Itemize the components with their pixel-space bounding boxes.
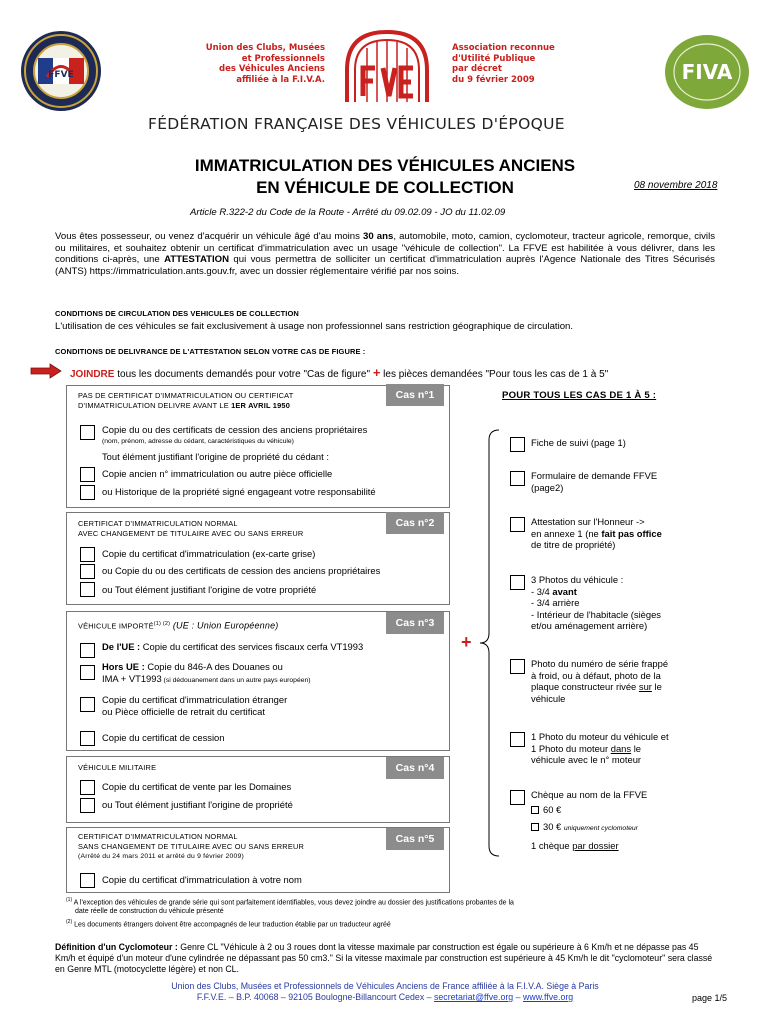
case-2-checkbox-1[interactable] [80, 547, 95, 562]
case-3-checkbox-3[interactable] [80, 697, 95, 712]
formulaire-label: Formulaire de demande FFVE (page2) [531, 470, 658, 493]
article-reference: Article R.322-2 du Code de la Route - Arrêté du 09.02.09 - JO du 11.02.09 [190, 207, 506, 218]
page-title-line2: EN VÉHICULE DE COLLECTION [256, 178, 514, 197]
case-3-item-3: Copie du certificat d'immatriculation étranger ou Pièce officielle de retrait du certificat [102, 694, 288, 717]
cheque-30-label: 30 € uniquement cyclomoteur [543, 821, 638, 832]
case-2-item-1: Copie du certificat d'immatriculation (ex-carte grise) [102, 548, 316, 559]
joindre-line: JOINDRE tous les documents demandés pour votre "Cas de figure" + les pièces demandées "Pour tous les cas de 1 à 5" [70, 365, 609, 380]
footer-email-link[interactable]: secretariat@ffve.org [434, 992, 514, 1002]
case-4-checkbox-1[interactable] [80, 780, 95, 795]
case-3-item-2: Hors UE : Copie du 846-A des Douanes ou IMA + VT1993 (si dédouanement dans un autre pays européen) [102, 661, 311, 684]
footer-line-2: F.F.V.E. – B.P. 40068 – 92105 Boulogne-Billancourt Cedex – secretariat@ffve.org – www.ffve.org [196, 992, 574, 1002]
case-1-checkbox-3[interactable] [80, 485, 95, 500]
case-1-justif: Tout élément justifiant l'origine de propriété du cédant : [102, 451, 329, 462]
header-left-text: Union des Clubs, Musées et Professionnels des Véhicules Anciens affiliée à la F.I.V.A. [205, 43, 325, 85]
case-1-item-2: Copie ancien n° immatriculation ou autre pièce officielle [102, 468, 333, 479]
case-3-checkbox-4[interactable] [80, 731, 95, 746]
cheque-per-dossier: 1 chèque par dossier [531, 840, 619, 851]
fiche-suivi-label: Fiche de suivi (page 1) [531, 437, 626, 448]
ffve-round-logo-text: FFVE [48, 70, 74, 80]
cheque-label: Chèque au nom de la FFVE [531, 789, 648, 800]
fiva-logo [664, 34, 750, 110]
case-2-checkbox-3[interactable] [80, 582, 95, 597]
delivrance-heading: CONDITIONS DE DELIVRANCE DE L'ATTESTATION SELON VOTRE CAS DE FIGURE : [55, 347, 366, 356]
case-3-item-4: Copie du certificat de cession [102, 732, 225, 743]
case-1-label: Cas n°1 [386, 384, 444, 406]
case-3-heading: VÉHICULE $IMPORTÉ^{(1) (2)}$ (UE : Union Européenne) [78, 620, 279, 631]
case-1-checkbox-2[interactable] [80, 467, 95, 482]
circulation-text: L'utilisation de ces véhicules se fait exclusivement à usage non professionnel sans restriction géographique de circulation. [55, 321, 574, 332]
case-4-item-2: ou Tout élément justifiant l'origine de propriété [102, 799, 293, 810]
case-5-heading: CERTIFICAT D'IMMATRICULATION NORMAL SANS CHANGEMENT DE TITULAIRE AVEC OU SANS ERREUR (Arrêté du 24 mars 2011 et arrêté du 9 février 2009) [78, 832, 305, 860]
photo-serie-checkbox[interactable] [510, 659, 525, 674]
attestation-checkbox[interactable] [510, 517, 525, 532]
formulaire-checkbox[interactable] [510, 471, 525, 486]
case-2-item-2: ou Copie du ou des certificats de cession des anciens propriétaires [102, 565, 381, 576]
page-title-line1: IMMATRICULATION DES VÉHICULES ANCIENS [194, 156, 576, 175]
footer-web-link[interactable]: www.ffve.org [522, 992, 574, 1002]
brace-icon [477, 428, 503, 858]
case-2-checkbox-2[interactable] [80, 564, 95, 579]
federation-name: FÉDÉRATION FRANÇAISE DES VÉHICULES D'ÉPOQUE [148, 115, 565, 133]
intro-paragraph: Vous êtes possesseur, ou venez d'acquérir un véhicule âgé d'au moins 30 ans, automobile, moto, camion, cyclomoteur, tracteur agricole, remorque, civils ou militaires, et souhaitez obtenir un certificat d'immatriculation avec un usage "véhicule de collection". La FFVE est habilitée à vous délivrer, dans les conditions ci-après, une ATTESTATION qui vous permettra de solliciter un certificat d'immatriculation auprès l'Agence Nationale des Titres Sécurisés (ANTS) https://immatriculation.ants.gouv.fr, avec un dossier réglementaire vérifié par nos soins. [55, 231, 715, 277]
all-cases-title: POUR TOUS LES CAS DE 1 À 5 : [502, 390, 657, 401]
case-1-item-3: ou Historique de la propriété signé engageant votre responsabilité [102, 486, 376, 497]
case-3-checkbox-2[interactable] [80, 665, 95, 680]
case-3-label: Cas n°3 [386, 612, 444, 634]
case-5-item-1: Copie du certificat d'immatriculation à votre nom [102, 874, 302, 885]
cheque-checkbox[interactable] [510, 790, 525, 805]
case-4-heading: VÉHICULE MILITAIRE [78, 763, 157, 772]
case-2-heading: CERTIFICAT D'IMMATRICULATION NORMAL AVEC CHANGEMENT DE TITULAIRE AVEC OU SANS ERREUR [78, 519, 304, 538]
case-4-item-1: Copie du certificat de vente par les Domaines [102, 781, 292, 792]
cheque-30-checkbox[interactable] [531, 823, 539, 831]
fiva-logo-text: FIVA [681, 60, 733, 84]
case-1-checkbox-1[interactable] [80, 425, 95, 440]
case-2-item-3: ou Tout élément justifiant l'origine de votre propriété [102, 584, 317, 595]
cheque-60-checkbox[interactable] [531, 806, 539, 814]
circulation-heading: CONDITIONS DE CIRCULATION DES VEHICULES DE COLLECTION [55, 309, 299, 318]
photo-serie-label: Photo du numéro de série frappé à froid, ou à défaut, photo de la plaque constructeur rivée sur le véhicule [531, 658, 669, 704]
fiche-suivi-checkbox[interactable] [510, 437, 525, 452]
case-4-checkbox-2[interactable] [80, 798, 95, 813]
note-1: $^{(1)}$ A l'exception des véhicules de grande série qui sont parfaitement identifiables, vous devez joindre au dossier des justifications probantes de la date réelle de construction du véhicule présenté [66, 897, 514, 916]
cheque-60-label: 60 € [543, 804, 562, 815]
header-right-text: Association reconnue d'Utilité Publique par décret du 9 février 2009 [452, 43, 555, 85]
plus-icon: + [461, 632, 472, 652]
photos-checkbox[interactable] [510, 575, 525, 590]
footer-line-1: Union des Clubs, Musées et Professionnels de Véhicules Anciens de France affiliée à la F.I.V.A. Siège à Paris [171, 981, 599, 991]
case-3-checkbox-1[interactable] [80, 643, 95, 658]
case-5-checkbox-1[interactable] [80, 873, 95, 888]
case-1-item-1: Copie du ou des certificats de cession des anciens propriétaires (nom, prénom, adresse du cédant, caractéristiques du véhicule) [102, 424, 368, 445]
photos-label: 3 Photos du véhicule : - 3/4 avant - 3/4 arrière - Intérieur de l'habitacle (sièges et/ou aménagement arrière) [531, 574, 661, 631]
case-2-label: Cas n°2 [386, 512, 444, 534]
photo-moteur-checkbox[interactable] [510, 732, 525, 747]
red-arrow-icon [30, 363, 62, 379]
photo-moteur-label: 1 Photo du moteur du véhicule et 1 Photo du moteur dans le véhicule avec le n° moteur [531, 731, 669, 765]
case-5-label: Cas n°5 [386, 828, 444, 850]
ffve-center-logo [333, 26, 441, 108]
case-3-item-1: De l'UE : Copie du certificat des services fiscaux cerfa VT1993 [102, 641, 364, 652]
page-number: page 1/5 [692, 993, 728, 1003]
document-date: 08 novembre 2018 [634, 180, 718, 191]
note-2: $^{(2)}$ Les documents étrangers doivent être accompagnés de leur traduction établie par un traducteur agréé [66, 919, 391, 929]
case-4-label: Cas n°4 [386, 757, 444, 779]
ffve-round-logo [20, 30, 102, 112]
cyclomoteur-definition: Définition d'un Cyclomoteur : Genre CL "Véhicule à 2 ou 3 roues dont la vitesse maximale par construction est égale ou supérieure à 6 Km/h et ne dépasse pas 45 Km/h et équipé d'un moteur d'une cylindrée ne dépassant pas 50 cm3." Si la vitesse maximale par construction est supérieure à 45 Km/h le dit "cyclomoteur" sera classé en Genre MTL (motocyclette légère) et non CL. [55, 942, 713, 974]
attestation-label: Attestation sur l'Honneur -> en annexe 1 (ne fait pas office de titre de propriété) [531, 516, 662, 550]
case-1-heading: PAS DE CERTIFICAT D'IMMATRICULATION OU CERTIFICAT D'IMMATRICULATION DELIVRE AVANT LE 1ER AVRIL 1950 [78, 391, 294, 410]
